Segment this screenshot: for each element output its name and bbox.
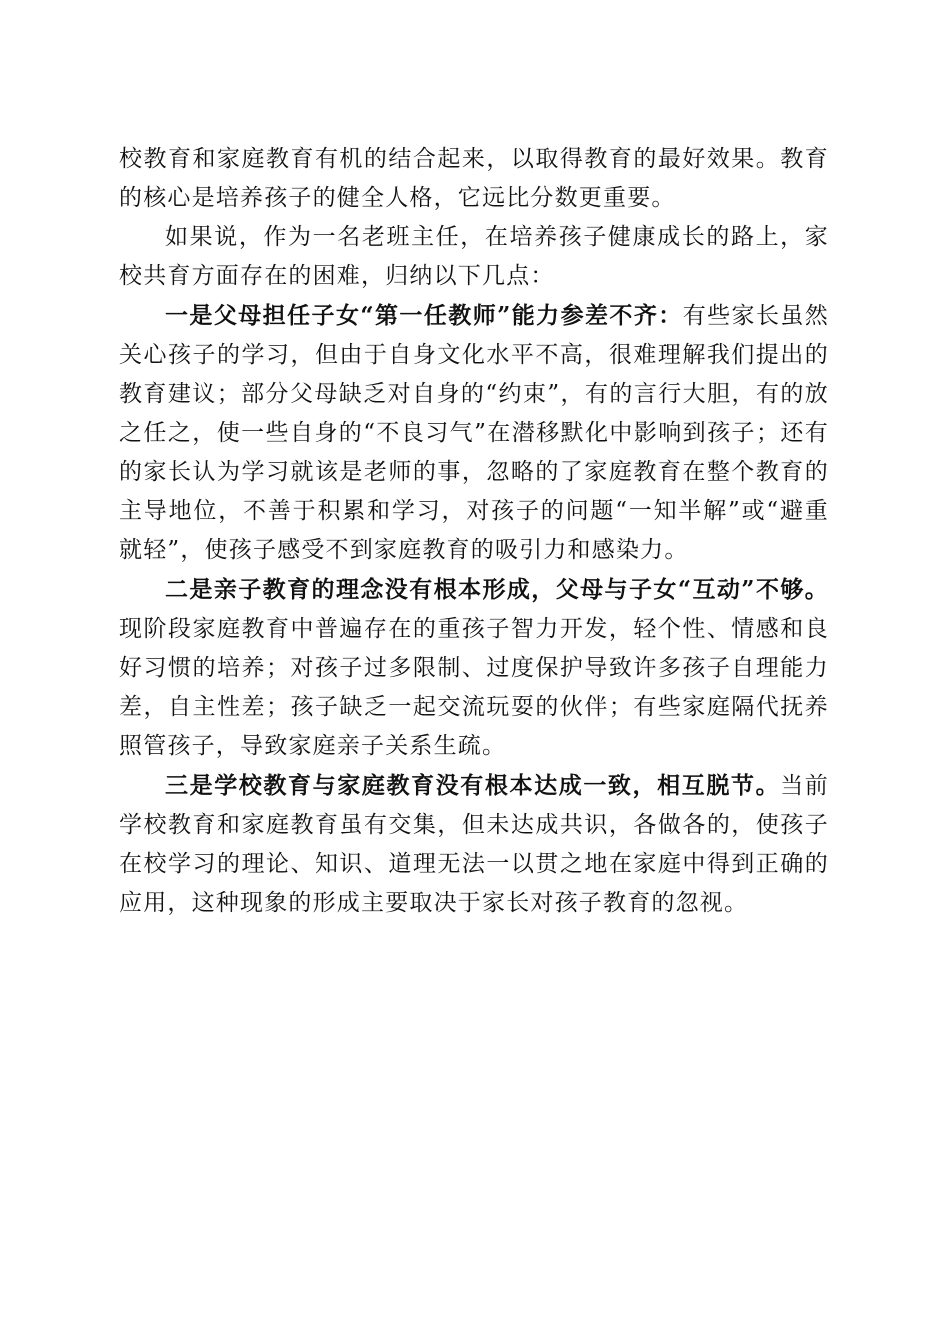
paragraph-4-text: 现阶段家庭教育中普遍存在的重孩子智力开发，轻个性、情感和良好习惯的培养；对孩子过多限制、过度保护导致许多孩子自理能力差，自主性差；孩子缺乏一起交流玩耍的伙伴；有些家庭隔代抚养照管孩子，导致家庭亲子关系生疏。 bbox=[119, 616, 829, 759]
paragraph-3-lead: 一是父母担任子女“第一任教师”能力参差不齐： bbox=[165, 302, 683, 329]
paragraph-2 bbox=[119, 218, 829, 296]
paragraph-5-lead: 三是学校教育与家庭教育没有根本达成一致，相互脱节。 bbox=[165, 772, 781, 799]
paragraph-1 bbox=[119, 140, 829, 218]
paragraph-2-text: 如果说，作为一名老班主任，在培养孩子健康成长的路上，家校共育方面存在的困难，归纳以下几点： bbox=[119, 224, 829, 289]
paragraph-3-text: 有些家长虽然关心孩子的学习，但由于自身文化水平不高，很难理解我们提出的教育建议；部分父母缺乏对自身的“约束”，有的言行大胆，有的放之任之，使一些自身的“不良习气”在潜移默化中影响到孩子；还有的家长认为学习就该是老师的事，忽略的了家庭教育在整个教育的主导地位，不善于积累和学习，对孩子的问题“一知半解”或“避重就轻”，使孩子感受不到家庭教育的吸引力和感染力。 bbox=[119, 303, 830, 563]
paragraph-4 bbox=[119, 570, 829, 766]
paragraph-5 bbox=[119, 766, 829, 923]
document-page bbox=[119, 140, 829, 923]
paragraph-3 bbox=[119, 296, 829, 570]
paragraph-4-lead: 二是亲子教育的理念没有根本形成，父母与子女“互动”不够。 bbox=[165, 576, 829, 603]
paragraph-1-text: 校教育和家庭教育有机的结合起来，以取得教育的最好效果。教育的核心是培养孩子的健全人格，它远比分数更重要。 bbox=[119, 146, 829, 211]
paragraph-5-text: 当前学校教育和家庭教育虽有交集，但未达成共识，各做各的，使孩子在校学习的理论、知识、道理无法一以贯之地在家庭中得到正确的应用，这种现象的形成主要取决于家长对孩子教育的忽视。 bbox=[119, 773, 829, 916]
